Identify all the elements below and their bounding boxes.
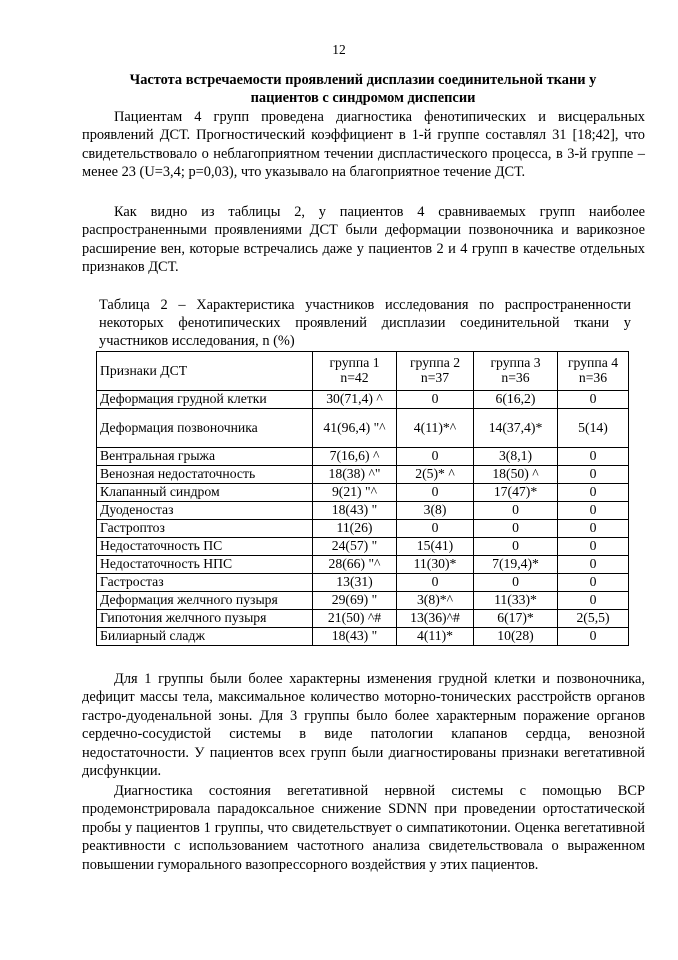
page-number: 12 [332, 42, 346, 57]
row-name: Недостаточность НПС [97, 556, 313, 574]
group-4-n: n=36 [578, 370, 608, 385]
cell-group-2: 0 [397, 574, 474, 592]
paragraph-1 [82, 108, 645, 182]
table-row [97, 574, 629, 592]
group-2-n: n=37 [420, 370, 450, 385]
paragraph-4-text: Диагностика состояния вегетативной нервной системы с помощью ВСР продемонстрировала парадоксальное снижение SDNN при проведении ортостатической пробы у пациентов 1 группы, что свидетельствует о симпатикотонии. Оценка вегетативной реактивности с использованием частотного анализа свидетельствовала о выраженном повышении гуморального вазопрессорного воздействия у этих пациентов. [82, 783, 645, 873]
cell-group-2: 0 [397, 484, 474, 502]
cell-group-3: 6(16,2) [474, 391, 558, 409]
cell-group-4: 0 [558, 628, 629, 646]
cell-group-4: 5(14) [558, 409, 629, 448]
row-name: Гастростаз [97, 574, 313, 592]
cell-group-3: 0 [474, 574, 558, 592]
group-2-label: группа 2 [409, 355, 461, 371]
cell-group-1: 13(31) [313, 574, 397, 592]
paragraph-3-text: Для 1 группы были более характерны изменения грудной клетки и позвоночника, дефицит массы тела, максимальное количество моторно-тонических расстройств органов гастро-дуоденальной зоны. Для 3 группы было более характерным поражение органов сердечно-сосудистой системы в виде патологии клапанов сердца, венозной недостаточности. У пациентов всех групп были диагностированы признаки вегетативной дисфункции. [82, 671, 645, 780]
header-group-1 [313, 352, 397, 391]
cell-group-4: 0 [558, 520, 629, 538]
cell-group-1: 24(57) " [313, 538, 397, 556]
header-group-2 [397, 352, 474, 391]
cell-group-3: 11(33)* [474, 592, 558, 610]
table-caption: Таблица 2 – Характеристика участников исследования по распространенности некоторых фенотипических проявлений дисплазии соединительной ткани у участников исследования, n (%) [99, 297, 631, 349]
cell-group-3: 10(28) [474, 628, 558, 646]
paragraph-1-text: Пациентам 4 групп проведена диагностика фенотипических и висцеральных проявлений ДСТ. Прогностический коэффициент в 1-й группе составлял 31 [18;42], что свидетельствовало о неблагоприятном течении диспластического процесса, в 3-й группе – менее 23 (U=3,4; p=0,03), что указывало на благоприятное течение ДСТ. [82, 109, 645, 181]
cell-group-4: 0 [558, 556, 629, 574]
cell-group-4: 0 [558, 448, 629, 466]
table-row [97, 556, 629, 574]
cell-group-2: 2(5)* ^ [397, 466, 474, 484]
cell-group-2: 3(8)*^ [397, 592, 474, 610]
cell-group-4: 0 [558, 391, 629, 409]
row-name: Деформация желчного пузыря [97, 592, 313, 610]
cell-group-3: 14(37,4)* [474, 409, 558, 448]
cell-group-1: 28(66) "^ [313, 556, 397, 574]
cell-group-4: 0 [558, 538, 629, 556]
table-row [97, 391, 629, 409]
table-row [97, 520, 629, 538]
group-4-label: группа 4 [567, 355, 619, 371]
cell-group-1: 9(21) "^ [313, 484, 397, 502]
cell-group-1: 7(16,6) ^ [313, 448, 397, 466]
paragraph-2 [82, 203, 645, 277]
paragraph-4 [82, 782, 645, 874]
header-group-4 [558, 352, 629, 391]
row-name: Недостаточность ПС [97, 538, 313, 556]
paragraph-3 [82, 670, 645, 780]
cell-group-2: 4(11)* [397, 628, 474, 646]
paragraph-2-text: Как видно из таблицы 2, у пациентов 4 сравниваемых групп наиболее распространенными проявлениями ДСТ были деформации позвоночника и варикозное расширение вен, которые встречались даже у пациентов 2 и 4 групп в качестве отдельных признаков ДСТ. [82, 204, 645, 276]
cell-group-4: 0 [558, 592, 629, 610]
section-heading [90, 72, 636, 107]
cell-group-2: 13(36)^# [397, 610, 474, 628]
cell-group-1: 21(50) ^# [313, 610, 397, 628]
cell-group-1: 30(71,4) ^ [313, 391, 397, 409]
cell-group-3: 0 [474, 520, 558, 538]
row-name: Билиарный сладж [97, 628, 313, 646]
cell-group-2: 15(41) [397, 538, 474, 556]
group-3-label: группа 3 [490, 355, 541, 371]
cell-group-4: 0 [558, 484, 629, 502]
table-row [97, 466, 629, 484]
cell-group-2: 0 [397, 448, 474, 466]
cell-group-1: 18(43) " [313, 502, 397, 520]
header-group-3 [474, 352, 558, 391]
cell-group-1: 41(96,4) "^ [313, 409, 397, 448]
cell-group-2: 3(8) [397, 502, 474, 520]
cell-group-2: 11(30)* [397, 556, 474, 574]
row-name: Деформация грудной клетки [97, 391, 313, 409]
cell-group-4: 0 [558, 502, 629, 520]
row-name: Дуоденостаз [97, 502, 313, 520]
cell-group-3: 3(8,1) [474, 448, 558, 466]
header-name: Признаки ДСТ [97, 352, 313, 391]
row-name: Гастроптоз [97, 520, 313, 538]
row-name: Вентральная грыжа [97, 448, 313, 466]
table-row [97, 610, 629, 628]
table-row [97, 502, 629, 520]
row-name: Гипотония желчного пузыря [97, 610, 313, 628]
table-row [97, 628, 629, 646]
cell-group-1: 18(43) " [313, 628, 397, 646]
cell-group-3: 0 [474, 502, 558, 520]
cell-group-3: 18(50) ^ [474, 466, 558, 484]
cell-group-4: 2(5,5) [558, 610, 629, 628]
table-row [97, 538, 629, 556]
table-header-row [97, 352, 629, 391]
section-heading-line-1: Частота встречаемости проявлений дисплазии соединительной ткани у [129, 72, 597, 88]
row-name: Клапанный синдром [97, 484, 313, 502]
cell-group-3: 0 [474, 538, 558, 556]
table-row [97, 409, 629, 448]
section-heading-line-2: пациентов с синдромом диспепсии [250, 89, 476, 106]
dst-table [96, 351, 629, 646]
cell-group-4: 0 [558, 466, 629, 484]
cell-group-4: 0 [558, 574, 629, 592]
cell-group-2: 0 [397, 520, 474, 538]
group-3-n: n=36 [501, 370, 530, 385]
cell-group-1: 11(26) [313, 520, 397, 538]
cell-group-3: 7(19,4)* [474, 556, 558, 574]
cell-group-2: 4(11)*^ [397, 409, 474, 448]
cell-group-1: 18(38) ^" [313, 466, 397, 484]
row-name: Деформация позвоночника [97, 409, 313, 448]
group-1-label: группа 1 [329, 355, 380, 371]
table-row [97, 592, 629, 610]
cell-group-3: 17(47)* [474, 484, 558, 502]
cell-group-1: 29(69) " [313, 592, 397, 610]
row-name: Венозная недостаточность [97, 466, 313, 484]
cell-group-3: 6(17)* [474, 610, 558, 628]
group-1-n: n=42 [340, 370, 369, 385]
table-row [97, 448, 629, 466]
cell-group-2: 0 [397, 391, 474, 409]
table-row [97, 484, 629, 502]
